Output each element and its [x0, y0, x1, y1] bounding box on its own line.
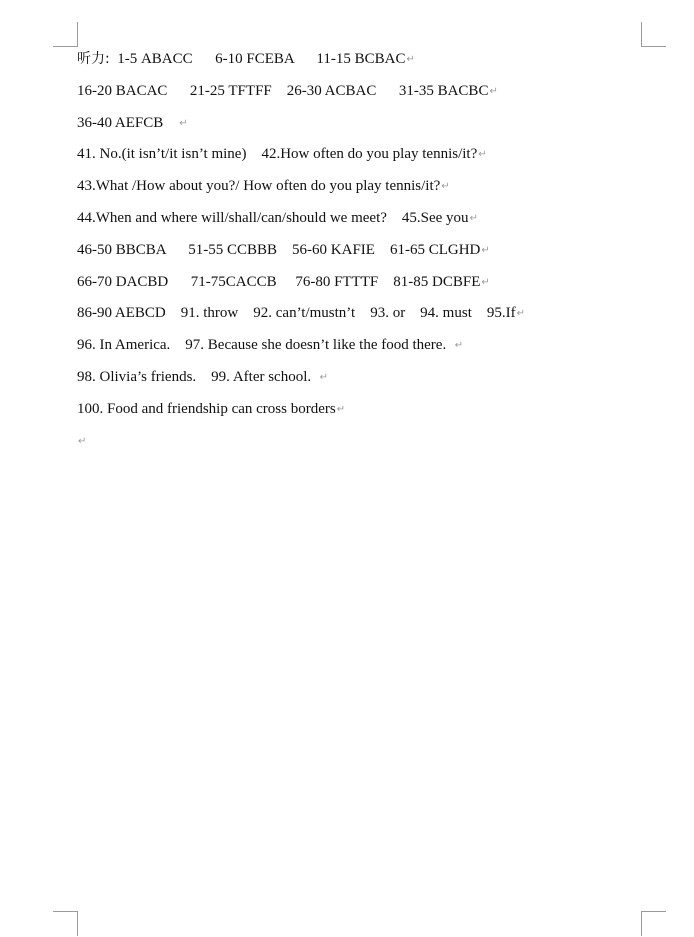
paragraph-mark-icon: ↵ [516, 308, 525, 320]
answer-line-5 [77, 175, 647, 207]
line-text: 46-50 BBCBA 51-55 CCBBB 56-60 KAFIE 61-65 CLGHD [77, 241, 481, 258]
paragraph-mark-icon: ↵ [441, 181, 450, 193]
answer-line-4 [77, 143, 647, 175]
line-text: 96. In America. 97. Because she doesn’t like the food there. [77, 337, 454, 354]
line-text: 36-40 AEFCB [77, 114, 179, 131]
answer-line-10 [77, 334, 647, 366]
answer-key-text[interactable] [77, 48, 647, 461]
paragraph-mark-icon: ↵ [319, 371, 329, 383]
paragraph-mark-icon: ↵ [78, 435, 87, 447]
answer-line-3 [77, 112, 647, 144]
paragraph-mark-icon: ↵ [481, 276, 490, 288]
listening-label: 听力: [77, 51, 110, 67]
paragraph-mark-icon: ↵ [489, 85, 498, 97]
line-text: 16-20 BACAC 21-25 TFTFF 26-30 ACBAC 31-35 BACBC [77, 82, 489, 99]
crop-mark-top-left [53, 22, 78, 47]
line-text: 98. Olivia’s friends. 99. After school. [77, 368, 319, 385]
answer-line-1 [77, 48, 647, 80]
paragraph-mark-icon: ↵ [454, 340, 464, 352]
paragraph-mark-icon: ↵ [406, 54, 415, 65]
line-text: 1-5 ABACC 6-10 FCEBA 11-15 BCBAC [109, 51, 406, 67]
answer-line-12 [77, 398, 647, 430]
answer-line-6 [77, 207, 647, 239]
crop-mark-top-right [641, 22, 666, 47]
paragraph-mark-icon: ↵ [179, 117, 188, 129]
answer-line-13 [77, 430, 647, 462]
paragraph-mark-icon: ↵ [481, 244, 490, 256]
crop-mark-bottom-left [53, 911, 78, 936]
paragraph-mark-icon: ↵ [469, 212, 478, 224]
answer-line-7 [77, 239, 647, 271]
answer-line-8 [77, 271, 647, 303]
paragraph-mark-icon: ↵ [478, 149, 487, 161]
line-text: 66-70 DACBD 71-75CACCB 76-80 FTTTF 81-85 DCBFE [77, 273, 481, 290]
line-text: 44.When and where will/shall/can/should we meet? 45.See you [77, 209, 469, 226]
answer-line-9 [77, 302, 647, 334]
answer-line-2 [77, 80, 647, 112]
line-text: 41. No.(it isn’t/it isn’t mine) 42.How often do you play tennis/it? [77, 146, 478, 163]
line-text: 86-90 AEBCD 91. throw 92. can’t/mustn’t 93. or 94. must 95.If [77, 305, 516, 322]
answer-line-11 [77, 366, 647, 398]
line-text: 43.What /How about you?/ How often do you play tennis/it? [77, 178, 441, 195]
line-text: 100. Food and friendship can cross borders [77, 400, 336, 417]
crop-mark-bottom-right [641, 911, 666, 936]
paragraph-mark-icon: ↵ [336, 403, 346, 415]
